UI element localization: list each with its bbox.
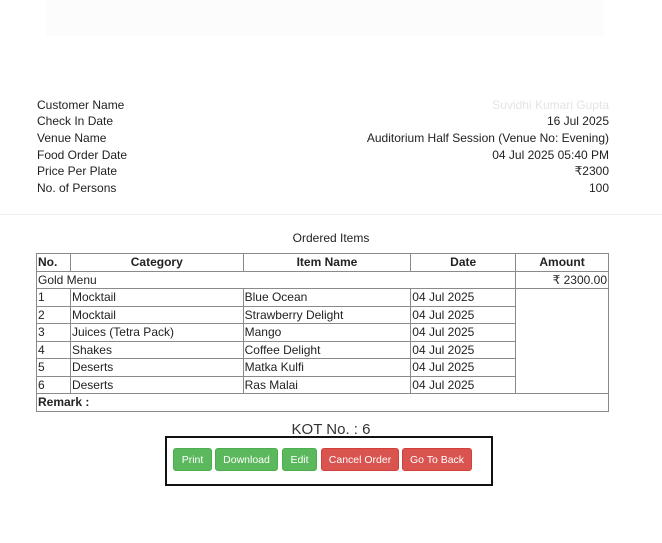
table-header-row [37,254,609,272]
row-category: Mocktail [70,289,243,307]
remark-row [37,394,609,412]
edit-button[interactable]: Edit [282,448,317,471]
row-date: 04 Jul 2025 [411,324,516,342]
table-row [37,289,609,307]
row-date: 04 Jul 2025 [411,376,516,394]
row-item: Blue Ocean [243,289,411,307]
check-in-date-label: Check In Date [37,114,114,128]
row-no: 1 [37,289,71,307]
row-item: Mango [243,324,411,342]
no-of-persons-label: No. of Persons [37,181,117,195]
ordered-items-title: Ordered Items [292,231,370,245]
amount-cell-empty [516,289,609,394]
row-no: 6 [37,376,71,394]
no-of-persons-value: 100 [588,181,609,195]
customer-name-label: Customer Name [37,98,125,112]
venue-name-row [37,131,609,148]
header-bar [46,0,604,36]
venue-name-value: Auditorium Half Session (Venue No: Evening) [366,131,609,145]
row-no: 2 [37,306,71,324]
row-item: Ras Malai [243,376,411,394]
header-amount: Amount [516,254,609,272]
menu-amount: ₹ 2300.00 [516,271,609,289]
venue-name-label: Venue Name [37,131,107,145]
row-category: Juices (Tetra Pack) [70,324,243,342]
row-date: 04 Jul 2025 [411,289,516,307]
row-date: 04 Jul 2025 [411,306,516,324]
row-category: Deserts [70,376,243,394]
remark-label: Remark : [37,394,609,412]
food-order-date-value: 04 Jul 2025 05:40 PM [492,148,609,162]
ordered-items-table [36,253,609,412]
header-no: No. [37,254,71,272]
row-date: 04 Jul 2025 [411,359,516,377]
row-no: 3 [37,324,71,342]
header-item-name: Item Name [243,254,411,272]
row-no: 4 [37,341,71,359]
row-item: Coffee Delight [243,341,411,359]
header-date: Date [411,254,516,272]
menu-row [37,271,609,289]
row-no: 5 [37,359,71,377]
kot-number: KOT No. : 6 [291,421,371,438]
food-order-date-row [37,148,609,165]
row-category: Deserts [70,359,243,377]
price-per-plate-value: ₹2300 [574,164,609,178]
customer-name-row [37,98,609,115]
row-category: Mocktail [70,306,243,324]
header-category: Category [70,254,243,272]
price-per-plate-label: Price Per Plate [37,164,118,178]
menu-name: Gold Menu [37,271,516,289]
row-category: Shakes [70,341,243,359]
print-button[interactable]: Print [173,448,212,471]
no-of-persons-row [37,181,609,198]
row-item: Matka Kulfi [243,359,411,377]
cancel-order-button[interactable]: Cancel Order [321,448,399,471]
row-date: 04 Jul 2025 [411,341,516,359]
download-button[interactable]: Download [215,448,278,471]
go-to-back-button[interactable]: Go To Back [402,448,472,471]
price-per-plate-row [37,164,609,181]
divider [0,214,662,215]
food-order-date-label: Food Order Date [37,148,128,162]
customer-name-value: Suvidhi Kumari Gupta [492,98,609,112]
check-in-date-row [37,114,609,131]
check-in-date-value: 16 Jul 2025 [546,114,609,128]
row-item: Strawberry Delight [243,306,411,324]
